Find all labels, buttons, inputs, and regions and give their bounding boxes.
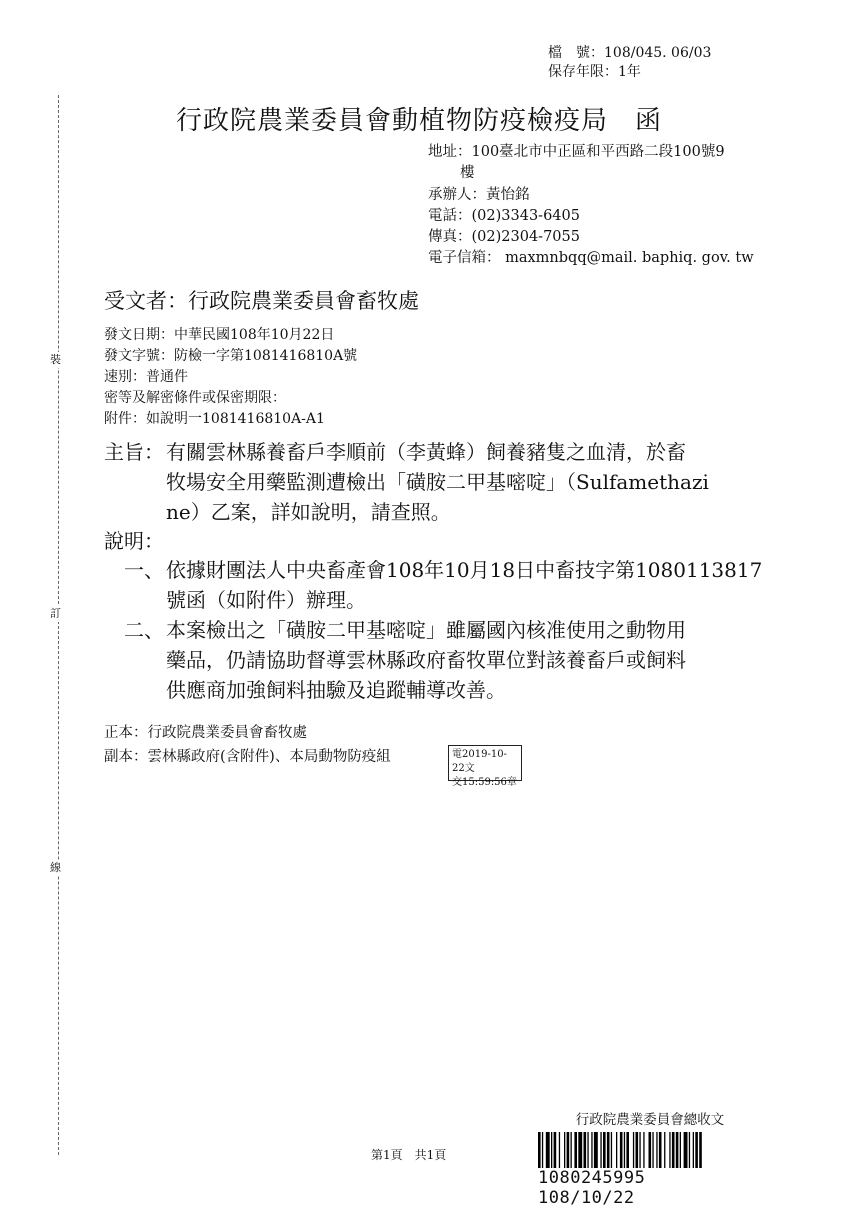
barcode-bar <box>672 1132 675 1168</box>
barcode-bar <box>689 1132 690 1168</box>
fax: 傳真：(02)2304-7055 <box>428 229 580 245</box>
subject-line-2: 牧場安全用藥監測遭檢出「磺胺二甲基嘧啶」（Sulfamethazi <box>166 470 709 494</box>
document-title: 行政院農業委員會動植物防疫檢疫局 函 <box>176 106 663 136</box>
barcode-bar <box>636 1132 639 1168</box>
barcode-bar <box>626 1132 629 1168</box>
barcode-bar <box>607 1132 610 1168</box>
binding-mark-middle: 訂 <box>50 607 61 620</box>
barcode-bar <box>591 1132 592 1168</box>
barcode-bar <box>680 1132 681 1168</box>
barcode-bar <box>594 1132 598 1168</box>
secrecy: 密等及解密條件或保密期限： <box>104 390 286 406</box>
receipt-block <box>538 1108 762 1208</box>
barcode-bar <box>546 1132 550 1168</box>
barcode-bar <box>669 1132 670 1168</box>
barcode-bar <box>603 1132 606 1168</box>
original-recipient: 正本：行政院農業委員會畜牧處 <box>104 725 307 741</box>
barcode-bar <box>584 1132 587 1168</box>
binding-mark-bottom: 線 <box>50 861 61 874</box>
binding-line <box>58 95 59 1155</box>
subject-line-1: 有關雲林縣養畜戶李順前（李黃蜂）飼養豬隻之血清，於畜 <box>166 440 686 464</box>
barcode-bar <box>624 1132 625 1168</box>
subject-label: 主旨： <box>104 440 164 464</box>
item-2-line-3: 供應商加強飼料抽驗及追蹤輔導改善。 <box>166 678 506 702</box>
receipt-date: 108/10/22 <box>538 1188 635 1208</box>
dispatch-stamp <box>448 745 522 788</box>
stamp-line-2: 交15:59:56章 <box>452 777 517 788</box>
barcode-bar <box>564 1132 565 1168</box>
barcode-bar <box>699 1132 702 1168</box>
barcode-bar <box>639 1132 640 1168</box>
recipient: 受文者：行政院農業委員會畜牧處 <box>104 289 419 313</box>
email: 電子信箱： maxmnbqq@mail. baphiq. gov. tw <box>428 250 754 266</box>
document-number: 發文字號：防檢一字第1081416810A號 <box>104 348 358 364</box>
barcode-bar <box>567 1132 570 1168</box>
barcode-bar <box>616 1132 617 1168</box>
barcode-bar <box>559 1132 560 1168</box>
binding-mark-top: 裝 <box>50 353 61 366</box>
page-number: 第1頁 共1頁 <box>371 1148 447 1162</box>
barcode-bar <box>676 1132 679 1168</box>
barcode-bar <box>620 1132 623 1168</box>
item-1-number: 一、 <box>124 558 164 582</box>
attachment: 附件：如說明一1081416810A-A1 <box>104 411 325 427</box>
barcode <box>538 1132 762 1168</box>
copy-recipients: 副本：雲林縣政府(含附件)、本局動物防疫組 <box>104 749 391 765</box>
barcode-bar <box>649 1132 652 1168</box>
speed: 速別：普通件 <box>104 369 188 385</box>
subject-line-3: ne）乙案，詳如說明，請查照。 <box>166 500 451 524</box>
barcode-bar <box>611 1132 612 1168</box>
barcode-bar <box>656 1132 657 1168</box>
barcode-bar <box>633 1132 634 1168</box>
item-2-line-1: 本案檢出之「磺胺二甲基嘧啶」雖屬國內核准使用之動物用 <box>166 618 686 642</box>
barcode-bar <box>538 1132 541 1168</box>
barcode-bar <box>684 1132 688 1168</box>
address-line-2: 樓 <box>460 165 475 181</box>
receipt-numbers <box>538 1168 762 1208</box>
barcode-bar <box>578 1132 582 1168</box>
phone: 電話：(02)3343-6405 <box>428 208 580 224</box>
barcode-bar <box>652 1132 653 1168</box>
item-1-line-2: 號函（如附件）辦理。 <box>166 588 366 612</box>
barcode-bar <box>659 1132 662 1168</box>
barcode-bar <box>643 1132 644 1168</box>
file-number: 檔 號：108/045. 06/03 <box>548 45 712 61</box>
barcode-bar <box>695 1132 698 1168</box>
receipt-title: 行政院農業委員會總收文 <box>575 1112 725 1128</box>
officer: 承辦人：黃怡銘 <box>428 187 530 203</box>
receipt-number: 1080245995 <box>538 1168 646 1188</box>
barcode-bar <box>542 1132 543 1168</box>
issue-date: 發文日期：中華民國108年10月22日 <box>104 327 335 343</box>
barcode-bar <box>664 1132 665 1168</box>
barcode-bar <box>587 1132 588 1168</box>
address-line-1: 地址：100臺北市中正區和平西路二段100號9 <box>428 144 725 160</box>
item-2-number: 二、 <box>124 618 164 642</box>
barcode-bar <box>574 1132 577 1168</box>
stamp-line-1: 電2019-10-22文 <box>452 749 507 774</box>
explanation-label: 說明： <box>104 529 164 553</box>
item-2-line-2: 藥品，仍請協助督導雲林縣政府畜牧單位對該養畜戶或飼料 <box>166 648 686 672</box>
barcode-bar <box>600 1132 601 1168</box>
barcode-bar <box>571 1132 572 1168</box>
retention-period: 保存年限：1年 <box>548 64 641 80</box>
item-1-line-1: 依據財團法人中央畜產會108年10月18日中畜技字第1080113817 <box>166 558 763 582</box>
barcode-bar <box>554 1132 557 1168</box>
barcode-bar <box>551 1132 552 1168</box>
barcode-bar <box>693 1132 694 1168</box>
